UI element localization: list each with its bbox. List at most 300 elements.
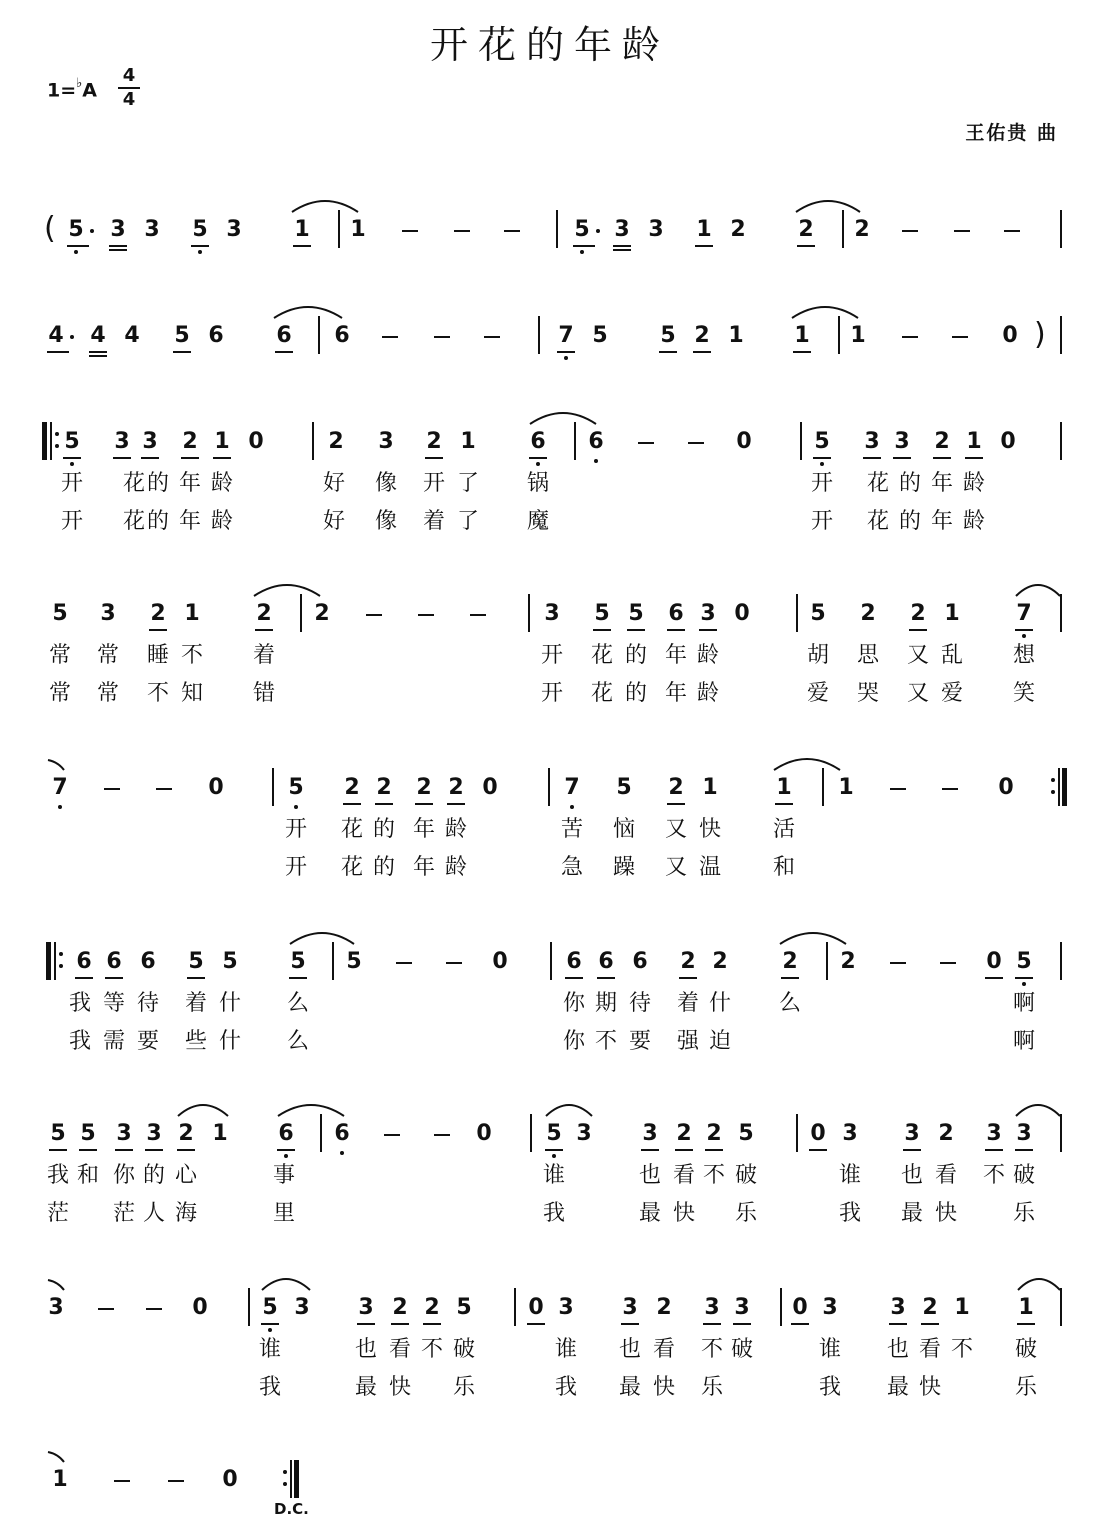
lyric-char: 我 — [542, 1201, 565, 1226]
slur-path — [796, 201, 860, 212]
lyric-char: 迫 — [708, 1029, 731, 1054]
note: 5 — [738, 1121, 754, 1146]
bar-line — [842, 210, 844, 248]
note: 7 — [52, 775, 68, 800]
sustain-dash — [890, 962, 906, 964]
composer-credit: 王佑贵 曲 — [965, 122, 1058, 144]
underline — [965, 457, 983, 459]
note: 5 — [546, 1121, 562, 1146]
lyric-char: 待 — [628, 991, 651, 1016]
lyric-char: 常 — [48, 681, 71, 706]
sustain-dash — [484, 336, 500, 338]
lyric-char: 么 — [286, 1029, 309, 1054]
lyric-char: 又 — [906, 643, 929, 668]
underline — [391, 1323, 409, 1325]
underline — [659, 351, 677, 353]
underline — [693, 351, 711, 353]
lyric-char: 快 — [652, 1375, 675, 1400]
repeat-start-thin — [54, 942, 56, 980]
slur-path — [292, 201, 358, 212]
underline — [667, 803, 685, 805]
lyric-char: 看 — [388, 1337, 411, 1362]
bar-line — [338, 210, 340, 248]
lyric-char: 谁 — [554, 1337, 577, 1362]
lyric-char: 么 — [286, 991, 309, 1016]
lyric-char: 最 — [638, 1201, 661, 1226]
note: 1 — [728, 323, 744, 348]
lyric-char: 要 — [628, 1029, 651, 1054]
sustain-dash — [940, 962, 956, 964]
sustain-dash — [954, 230, 970, 232]
double-underline — [613, 249, 631, 251]
lyric-char: 和 — [772, 855, 795, 880]
note: 5 — [262, 1295, 278, 1320]
underline — [1015, 977, 1033, 979]
underline — [49, 1149, 67, 1151]
sustain-dash — [104, 788, 120, 790]
sustain-dash — [902, 230, 918, 232]
underline — [113, 457, 131, 459]
note: 2 — [426, 429, 442, 454]
slur-path — [546, 1105, 592, 1116]
note: 7 — [1016, 601, 1032, 626]
underline — [75, 977, 93, 979]
slur-tie — [176, 1098, 230, 1118]
note: 2 — [392, 1295, 408, 1320]
lyric-char: 花 — [590, 643, 613, 668]
underline — [357, 1323, 375, 1325]
underline — [621, 1323, 639, 1325]
note: 3 — [144, 217, 160, 242]
note: 4 — [124, 323, 140, 348]
sustain-dash — [146, 1308, 162, 1310]
note-3: 3 — [110, 217, 126, 242]
note: 0 — [476, 1121, 492, 1146]
note: 7 — [564, 775, 580, 800]
note: 3 — [700, 601, 716, 626]
lyric-char: 知 — [180, 681, 203, 706]
underline — [557, 351, 575, 353]
note: 3 — [558, 1295, 574, 1320]
lyric-char: 的 — [624, 643, 647, 668]
lyric-char: 龄 — [962, 509, 985, 534]
note: 4 — [90, 323, 106, 348]
underline — [293, 245, 311, 247]
lyric-char: 年 — [412, 855, 435, 880]
underline — [173, 351, 191, 353]
lyric-char: 也 — [900, 1163, 923, 1188]
sustain-dash — [952, 336, 968, 338]
lyric-char: 花 — [340, 817, 363, 842]
underline — [627, 629, 645, 631]
note: 5 — [50, 1121, 66, 1146]
note: 3 — [894, 429, 910, 454]
note: 3 — [704, 1295, 720, 1320]
underline — [813, 457, 831, 459]
low-octave-dot — [1022, 982, 1026, 986]
underline — [261, 1323, 279, 1325]
lyric-char: 看 — [918, 1337, 941, 1362]
lyric-char: 强 — [676, 1029, 699, 1054]
note: 5 — [288, 775, 304, 800]
repeat-dot — [1051, 778, 1055, 782]
lyric-char: 龄 — [962, 471, 985, 496]
slur-tie — [260, 1272, 312, 1292]
repeat-start-thick — [42, 422, 47, 460]
lyric-char: 龄 — [696, 681, 719, 706]
sustain-dash — [470, 614, 486, 616]
note: 3 — [544, 601, 560, 626]
note: 6 — [140, 949, 156, 974]
augmentation-dot — [596, 229, 600, 233]
note: 2 — [448, 775, 464, 800]
note: 2 — [256, 601, 272, 626]
slur-path — [178, 1105, 228, 1116]
sustain-dash — [434, 1134, 450, 1136]
lyric-char: 爱 — [806, 681, 829, 706]
note: 3 — [642, 1121, 658, 1146]
sustain-dash — [402, 230, 418, 232]
bar-line — [1060, 1114, 1062, 1152]
lyric-char: 人 — [142, 1201, 165, 1226]
lyric-char: 年 — [178, 509, 201, 534]
lyric-char: 锅 — [526, 471, 549, 496]
lyric-char: 的 — [142, 1163, 165, 1188]
lyric-char: 乐 — [734, 1201, 757, 1226]
note: 3 — [986, 1121, 1002, 1146]
lyric-char: 我 — [554, 1375, 577, 1400]
note: 0 — [998, 775, 1014, 800]
note: 1 — [696, 217, 712, 242]
lyric-char: 最 — [618, 1375, 641, 1400]
note: 3 — [734, 1295, 750, 1320]
lyric-char: 的 — [372, 817, 395, 842]
note: 2 — [178, 1121, 194, 1146]
low-octave-dot — [580, 250, 584, 254]
lyric-char: 恼 — [612, 817, 635, 842]
lyric-char: 我 — [258, 1375, 281, 1400]
repeat-start-thick — [46, 942, 51, 980]
underline — [527, 1323, 545, 1325]
key-signature — [47, 78, 97, 101]
sustain-dash — [156, 788, 172, 790]
lyric-char: 花 — [866, 471, 889, 496]
lyric-char: 开 — [284, 855, 307, 880]
note: 1 — [954, 1295, 970, 1320]
note: 0 — [528, 1295, 544, 1320]
bar-line — [796, 594, 798, 632]
bar-line — [548, 768, 550, 806]
lyric-char: 快 — [934, 1201, 957, 1226]
note: 2 — [938, 1121, 954, 1146]
lyric-char: 年 — [930, 471, 953, 496]
repeat-dot — [283, 1482, 287, 1486]
underline — [793, 351, 811, 353]
slur-tie — [1014, 1098, 1062, 1118]
underline — [703, 1323, 721, 1325]
lyric-char: 也 — [886, 1337, 909, 1362]
note: 0 — [810, 1121, 826, 1146]
slur-path — [262, 1279, 310, 1290]
lyric-char: 要 — [136, 1029, 159, 1054]
underline — [573, 245, 595, 247]
lyric-char: 乐 — [1014, 1375, 1037, 1400]
underline — [141, 457, 159, 459]
lyric-char: 等 — [102, 991, 125, 1016]
low-octave-dot — [570, 805, 574, 809]
sustain-dash — [384, 1134, 400, 1136]
lyric-char: 些 — [184, 1029, 207, 1054]
underline — [675, 1149, 693, 1151]
lyric-char: 魔 — [526, 509, 549, 534]
lyric-char: 我 — [818, 1375, 841, 1400]
underline — [105, 977, 123, 979]
bar-line — [1060, 942, 1062, 980]
lyric-char: 快 — [918, 1375, 941, 1400]
underline — [641, 1149, 659, 1151]
lyric-char: 么 — [778, 991, 801, 1016]
lyric-char: 不 — [700, 1337, 723, 1362]
augmentation-dot — [70, 335, 74, 339]
bar-line — [1060, 316, 1062, 354]
lyric-char: 又 — [664, 855, 687, 880]
underline — [909, 629, 927, 631]
underline — [699, 629, 717, 631]
lyric-char: 着 — [422, 509, 445, 534]
repeat-end-thin — [290, 1460, 292, 1498]
lyric-char: 的 — [146, 509, 169, 534]
lyric-char: 乱 — [940, 643, 963, 668]
lyric-char: 胡 — [806, 643, 829, 668]
note: 2 — [676, 1121, 692, 1146]
repeat-dot — [59, 964, 63, 968]
low-octave-dot — [294, 805, 298, 809]
underline — [733, 1323, 751, 1325]
note: 2 — [910, 601, 926, 626]
underline — [89, 351, 107, 353]
lyric-char: 里 — [272, 1201, 295, 1226]
lyric-char: 花 — [590, 681, 613, 706]
slur-path — [1018, 1279, 1060, 1290]
note: 2 — [706, 1121, 722, 1146]
underline — [797, 245, 815, 247]
note: 3 — [100, 601, 116, 626]
note: 7 — [558, 323, 574, 348]
lyric-char: 好 — [322, 471, 345, 496]
note: 6 — [208, 323, 224, 348]
lyric-char: 开 — [422, 471, 445, 496]
lyric-char: 待 — [136, 991, 159, 1016]
lyric-char: 着 — [676, 991, 699, 1016]
note: 3 — [116, 1121, 132, 1146]
underline — [1015, 1149, 1033, 1151]
low-octave-dot — [536, 462, 540, 466]
sustain-dash — [366, 614, 382, 616]
note: 6 — [334, 323, 350, 348]
lyric-char: 着 — [252, 643, 275, 668]
lyric-char: 开 — [60, 471, 83, 496]
note: 0 — [1000, 429, 1016, 454]
lyric-char: 谁 — [818, 1337, 841, 1362]
lyric-char: 的 — [624, 681, 647, 706]
lyric-char: 年 — [930, 509, 953, 534]
underline — [933, 457, 951, 459]
lyric-char: 不 — [702, 1163, 725, 1188]
slur-path — [530, 413, 596, 424]
bar-line — [300, 594, 302, 632]
note: 5 — [574, 217, 590, 242]
tie-continuation — [48, 1450, 68, 1464]
sustain-dash — [396, 962, 412, 964]
repeat-dot — [1051, 790, 1055, 794]
bar-line — [1060, 422, 1062, 460]
note: 0 — [1002, 323, 1018, 348]
lyric-char: 最 — [354, 1375, 377, 1400]
note: 0 — [792, 1295, 808, 1320]
slur-tie — [794, 194, 862, 214]
lyric-char: 龄 — [696, 643, 719, 668]
note: 5 — [290, 949, 306, 974]
underline — [565, 977, 583, 979]
bar-line — [538, 316, 540, 354]
bar-line — [320, 1114, 322, 1152]
note: 5 — [222, 949, 238, 974]
low-octave-dot — [820, 462, 824, 466]
note: 3 — [1016, 1121, 1032, 1146]
note: 3 — [226, 217, 242, 242]
lyric-char: 我 — [838, 1201, 861, 1226]
underline — [679, 977, 697, 979]
underline — [423, 1323, 441, 1325]
augmentation-dot — [90, 229, 94, 233]
low-octave-dot — [594, 459, 598, 463]
low-octave-dot — [552, 1154, 556, 1158]
lyric-char: 龄 — [444, 817, 467, 842]
lyric-char: 龄 — [210, 509, 233, 534]
lyric-char: 像 — [374, 509, 397, 534]
underline — [191, 245, 209, 247]
lyric-char: 快 — [388, 1375, 411, 1400]
lyric-char: 活 — [772, 817, 795, 842]
sustain-dash — [942, 788, 958, 790]
lyric-char: 看 — [672, 1163, 695, 1188]
lyric-char: 看 — [652, 1337, 675, 1362]
underline — [47, 351, 69, 353]
underline — [63, 457, 81, 459]
underline — [277, 1149, 295, 1151]
time-signature — [118, 66, 140, 110]
sustain-dash — [434, 336, 450, 338]
close-parenthesis: ) — [1034, 317, 1046, 352]
repeat-dot — [55, 432, 59, 436]
note: 0 — [248, 429, 264, 454]
time-signature-bottom: 4 — [122, 89, 136, 110]
note: 4 — [48, 323, 64, 348]
bar-line — [822, 768, 824, 806]
low-octave-dot — [564, 356, 568, 360]
lyric-char: 不 — [180, 643, 203, 668]
bar-line — [1060, 1288, 1062, 1326]
lyric-char: 海 — [174, 1201, 197, 1226]
underline — [889, 1323, 907, 1325]
lyric-char: 破 — [730, 1337, 753, 1362]
lyric-char: 不 — [982, 1163, 1005, 1188]
slur-path — [278, 1105, 344, 1116]
note: 6 — [668, 601, 684, 626]
lyric-char: 急 — [560, 855, 583, 880]
lyric-char: 不 — [950, 1337, 973, 1362]
bar-line — [1060, 594, 1062, 632]
underline — [375, 803, 393, 805]
lyric-char: 看 — [934, 1163, 957, 1188]
lyric-char: 期 — [594, 991, 617, 1016]
note: 3 — [114, 429, 130, 454]
lyric-char: 需 — [102, 1029, 125, 1054]
underline — [1017, 1323, 1035, 1325]
note: 3 — [358, 1295, 374, 1320]
underline — [667, 629, 685, 631]
note: 5 — [810, 601, 826, 626]
bar-line — [528, 594, 530, 632]
lyric-char: 哭 — [856, 681, 879, 706]
underline — [343, 803, 361, 805]
note: 3 — [864, 429, 880, 454]
slur-tie — [778, 926, 848, 946]
lyric-char: 开 — [810, 471, 833, 496]
note: 2 — [854, 217, 870, 242]
note: 3 — [378, 429, 394, 454]
lyric-char: 快 — [698, 817, 721, 842]
note: 2 — [712, 949, 728, 974]
slur-tie — [772, 752, 842, 772]
note: 5 — [592, 323, 608, 348]
note: 2 — [150, 601, 166, 626]
lyric-char: 和 — [76, 1163, 99, 1188]
lyric-char: 思 — [856, 643, 879, 668]
note: 2 — [860, 601, 876, 626]
lyric-char: 啊 — [1012, 991, 1035, 1016]
underline — [985, 1149, 1003, 1151]
lyric-char: 你 — [562, 1029, 585, 1054]
note: 1 — [52, 1467, 68, 1492]
repeat-end-thick — [1062, 768, 1067, 806]
underline — [115, 1149, 133, 1151]
note: 2 — [694, 323, 710, 348]
underline — [187, 977, 205, 979]
note: 3 — [142, 429, 158, 454]
sustain-dash — [98, 1308, 114, 1310]
lyric-char: 开 — [540, 681, 563, 706]
note: 2 — [182, 429, 198, 454]
note: 1 — [1018, 1295, 1034, 1320]
flat-sign: ♭ — [76, 76, 83, 91]
underline — [921, 1323, 939, 1325]
lyric-char: 温 — [698, 855, 721, 880]
note: 1 — [702, 775, 718, 800]
bar-line — [780, 1288, 782, 1326]
lyric-char: 不 — [146, 681, 169, 706]
lyric-char: 我 — [68, 1029, 91, 1054]
low-octave-dot — [198, 250, 202, 254]
note: 5 — [192, 217, 208, 242]
note: 6 — [334, 1121, 350, 1146]
underline — [145, 1149, 163, 1151]
low-octave-dot — [74, 250, 78, 254]
underline — [613, 245, 631, 247]
slur-tie — [290, 194, 360, 214]
slur-path — [290, 933, 354, 944]
key-note: A — [82, 79, 97, 102]
